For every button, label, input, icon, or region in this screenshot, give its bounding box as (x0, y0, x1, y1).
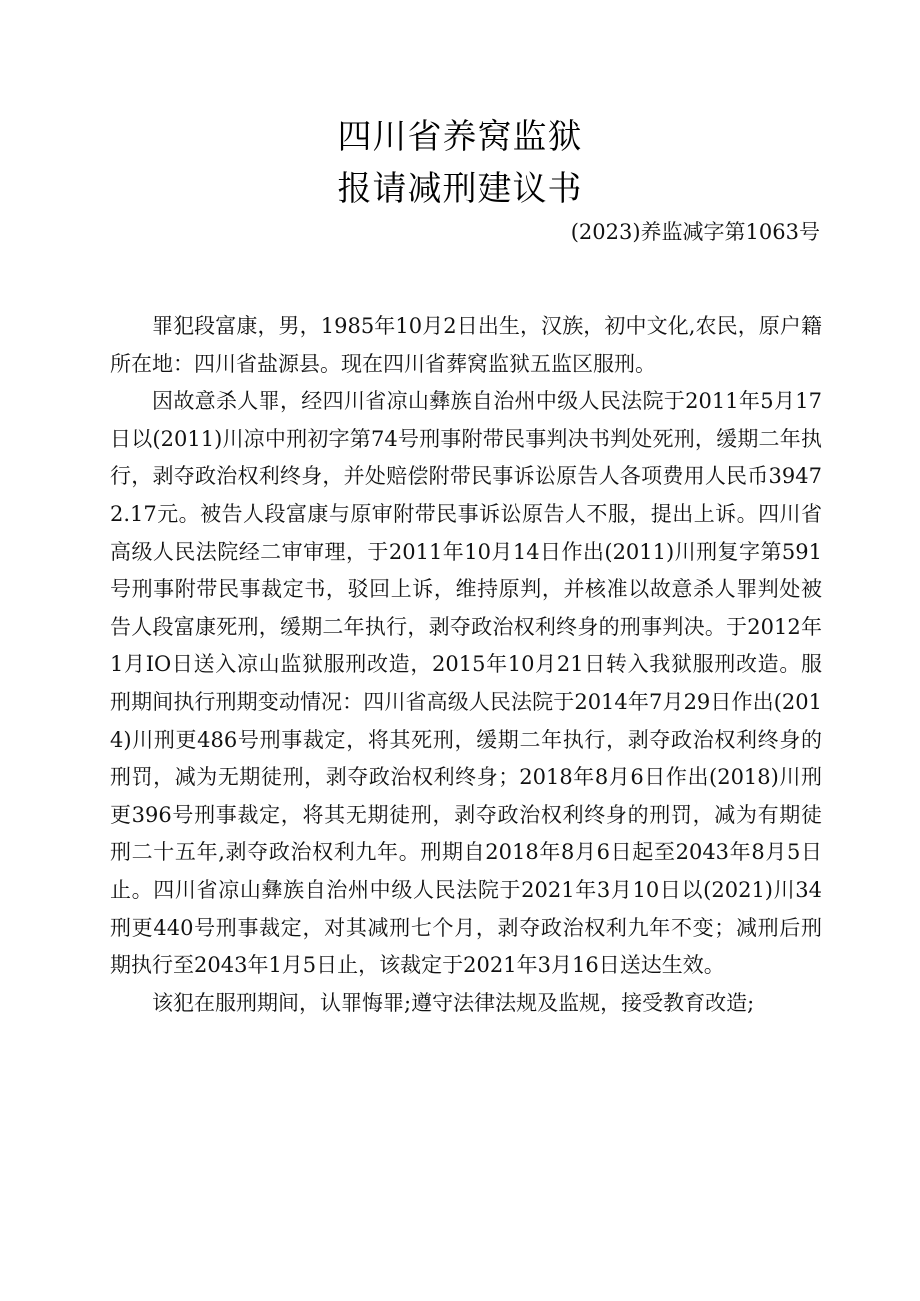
paragraph-sentence-history: 因故意杀人罪，经四川省凉山彝族自治州中级人民法院于2011年5月17日以(2011)川凉中刑初字第74号刑事附带民事判决书判处死刑，缓期二年执行，剥夺政治权利终身，并处赔偿附带民事诉讼原告人各项费用人民币39472.17元。被告人段富康与原审附带民事诉讼原告人不服，提出上诉。四川省高级人民法院经二审审理，于2011年10月14日作出(2011)川刑复字第591号刑事附带民事裁定书，驳回上诉，维持原判，并核准以故意杀人罪判处被告人段富康死刑，缓期二年执行，剥夺政治权利终身的刑事判决。于2012年1月IO日送入凉山监狱服刑改造，2015年10月21日转入我狱服刑改造。服刑期间执行刑期变动情况：四川省高级人民法院于2014年7月29日作出(2014)川刑更486号刑事裁定，将其死刑，缓期二年执行，剥夺政治权利终身的刑罚，减为无期徒刑，剥夺政治权利终身；2018年8月6日作出(2018)川刑更396号刑事裁定，将其无期徒刑，剥夺政治权利终身的刑罚，减为有期徒刑二十五年,剥夺政治权利九年。刑期自2018年8月6日起至2043年8月5日止。四川省凉山彝族自治州中级人民法院于2021年3月10日以(2021)川34刑更440号刑事裁定，对其减刑七个月，剥夺政治权利九年不变；减刑后刑期执行至2043年1月5日止，该裁定于2021年3月16日送达生效。 (110, 389, 822, 978)
paragraph-personal-info: 罪犯段富康，男，1985年10月2日出生，汉族，初中文化,农民，原户籍所在地：四川省盐源县。现在四川省葬窝监狱五监区服刑。 (110, 314, 822, 376)
document-title-line-1: 四川省养窝监狱 (337, 117, 583, 157)
document-title-line-2: 报请减刑建议书 (337, 169, 583, 209)
document-number: (2023)养监减字第1063号 (570, 220, 820, 244)
document-body (110, 308, 822, 1022)
paragraph-conduct: 该犯在服刑期间，认罪悔罪;遵守法律法规及监规，接受教育改造; (152, 990, 755, 1015)
